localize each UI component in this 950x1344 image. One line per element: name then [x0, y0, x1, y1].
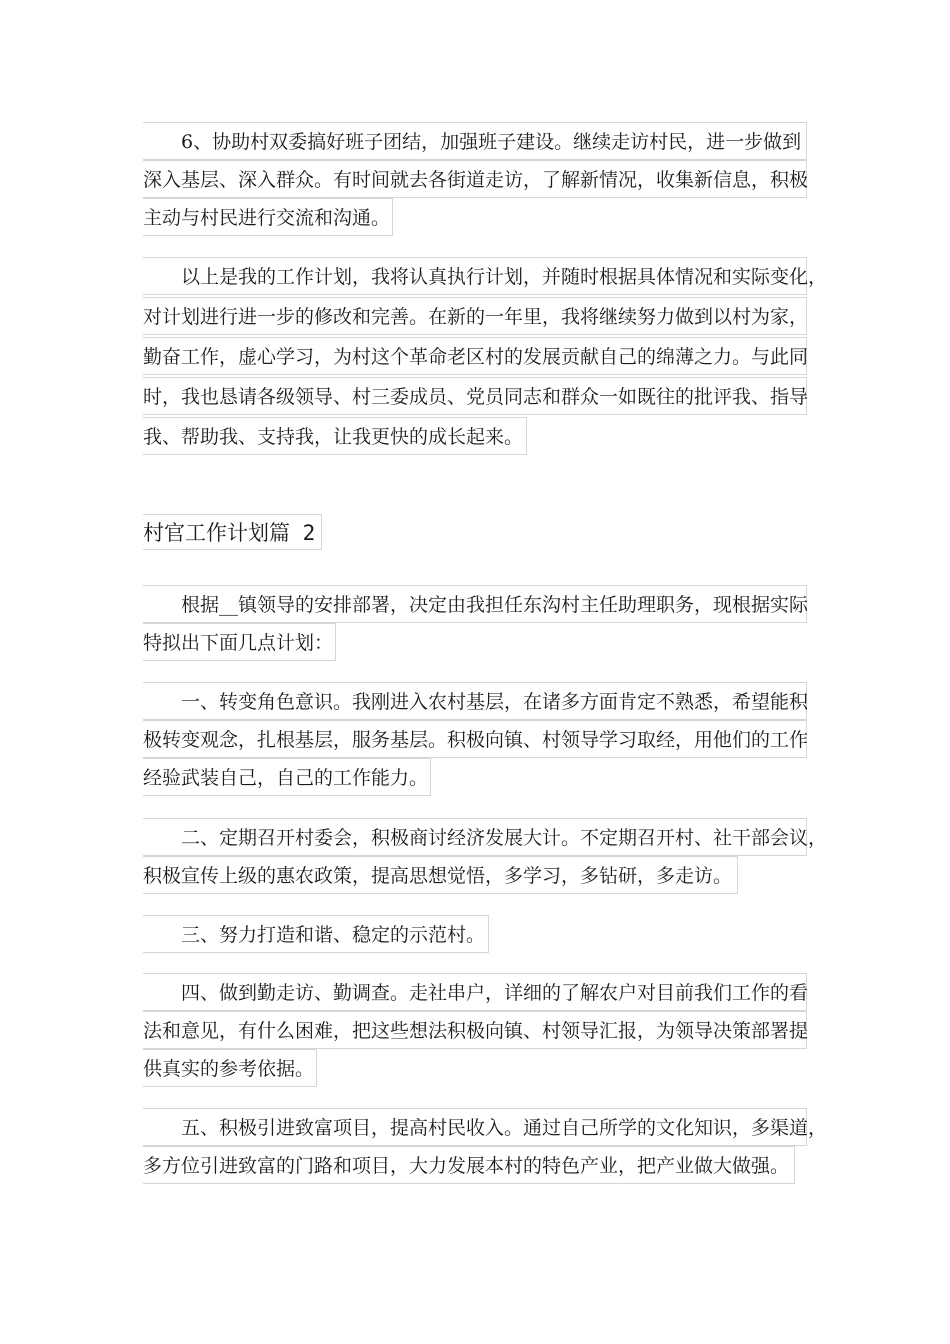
text-line: 五、积极引进致富项目，提高村民收入。通过自己所学的文化知识，多渠道，	[143, 1108, 807, 1146]
text-line: 勤奋工作，虚心学习，为村这个革命老区村的发展贡献自己的绵薄之力。与此同	[143, 337, 807, 375]
text-line: 四、做到勤走访、勤调查。走社串户，详细的了解农户对目前我们工作的看	[143, 973, 807, 1011]
text-line: 三、努力打造和谐、稳定的示范村。	[143, 915, 489, 953]
text-line: 二、定期召开村委会，积极商讨经济发展大计。不定期召开村、社干部会议，	[143, 818, 807, 856]
text-line: 主动与村民进行交流和沟通。	[143, 198, 393, 236]
text-line: 多方位引进致富的门路和项目，大力发展本村的特色产业，把产业做大做强。	[143, 1146, 795, 1184]
section-title: 村官工作计划篇 2	[143, 514, 322, 550]
text-line: 时，我也恳请各级领导、村三委成员、党员同志和群众一如既往的批评我、指导	[143, 377, 807, 415]
text-line: 特拟出下面几点计划：	[143, 623, 336, 661]
text-line: 6、协助村双委搞好班子团结，加强班子建设。继续走访村民，进一步做到	[143, 122, 807, 160]
text-line: 深入基层、深入群众。有时间就去各街道走访，了解新情况，收集新信息，积极	[143, 160, 807, 198]
text-line: 我、帮助我、支持我，让我更快的成长起来。	[143, 417, 527, 455]
text-line: 以上是我的工作计划，我将认真执行计划，并随时根据具体情况和实际变化，	[143, 257, 807, 295]
text-line: 经验武装自己，自己的工作能力。	[143, 758, 431, 796]
text-line: 一、转变角色意识。我刚进入农村基层，在诸多方面肯定不熟悉，希望能积	[143, 682, 807, 720]
text-line: 根据__镇领导的安排部署，决定由我担任东沟村主任助理职务，现根据实际	[143, 585, 807, 623]
text-line: 对计划进行进一步的修改和完善。在新的一年里，我将继续努力做到以村为家，	[143, 297, 807, 335]
text-line: 供真实的参考依据。	[143, 1049, 317, 1087]
text-line: 积极宣传上级的惠农政策，提高思想觉悟，多学习，多钻研，多走访。	[143, 856, 738, 894]
text-line: 极转变观念，扎根基层，服务基层。积极向镇、村领导学习取经，用他们的工作	[143, 720, 807, 758]
text-line: 法和意见，有什么困难，把这些想法积极向镇、村领导汇报，为领导决策部署提	[143, 1011, 807, 1049]
